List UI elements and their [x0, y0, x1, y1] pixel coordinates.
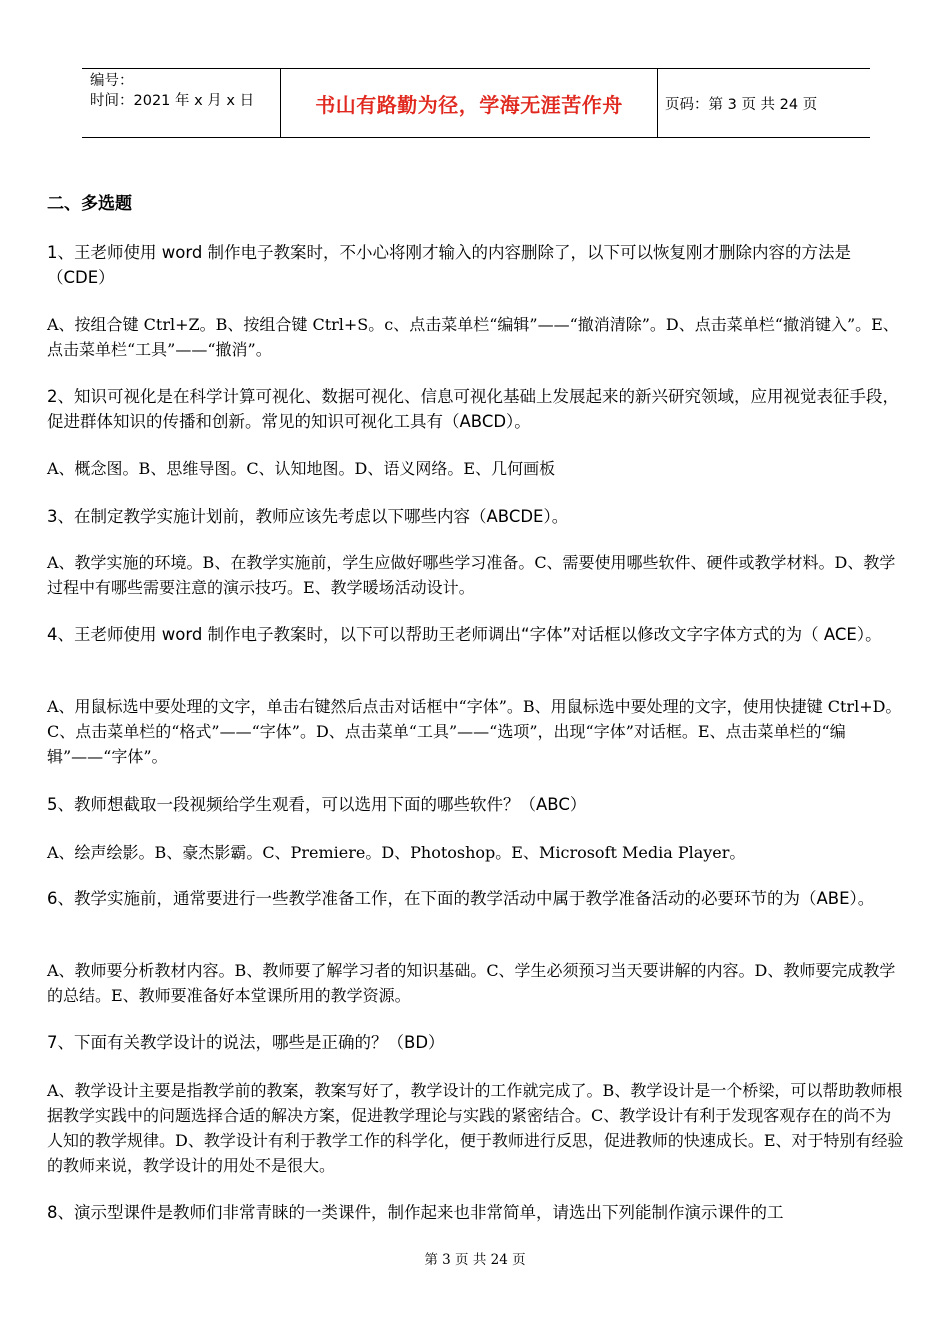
question-5: 5、教师想截取一段视频给学生观看，可以选用下面的哪些软件？（ABC） — [47, 795, 587, 814]
question-8: 8、演示型课件是教师们非常青睐的一类课件，制作起来也非常简单，请选出下列能制作演示课件的工 — [47, 1203, 784, 1222]
motto: 书山有路勤为径，学海无涯苦作舟 — [315, 92, 623, 117]
header-page-cell — [657, 69, 870, 137]
options-5: A、绘声绘影。B、豪杰影霸。C、Premiere。D、Photoshop。E、Microsoft Media Player。 — [47, 843, 746, 862]
question-1: 1、王老师使用 word 制作电子教案时，不小心将刚才输入的内容删除了，以下可以恢复刚才删除内容的方法是（CDE） — [47, 243, 852, 287]
question-7: 7、下面有关教学设计的说法，哪些是正确的？（BD） — [47, 1033, 445, 1052]
question-4: 4、王老师使用 word 制作电子教案时，以下可以帮助王老师调出“字体”对话框以修改文字字体方式的为（ ACE）。 — [47, 625, 882, 644]
question-3: 3、在制定教学实施计划前，教师应该先考虑以下哪些内容（ABCDE）。 — [47, 507, 569, 526]
number-label: 编号： — [90, 73, 134, 89]
options-1: A、按组合键 Ctrl+Z。B、按组合键 Ctrl+S。c、点击菜单栏“编辑”——“撤消清除”。D、点击菜单栏“撤消键入”。E、点击菜单栏“工具”——“撤消”。 — [47, 315, 899, 359]
options-2: A、概念图。B、思维导图。C、认知地图。D、语义网络。E、几何画板 — [47, 459, 556, 478]
options-4: A、用鼠标选中要处理的文字，单击右键然后点击对话框中“字体”。B、用鼠标选中要处理的文字，使用快捷键 Ctrl+D。C、点击菜单栏的“格式”——“字体”。D、点击菜单“工具”——“选项”，出现“字体”对话框。E、点击菜单栏的“编辑”——“字体”。 — [47, 697, 902, 766]
question-6: 6、教学实施前，通常要进行一些教学准备工作，在下面的教学活动中属于教学准备活动的必要环节的为（ABE）。 — [47, 889, 875, 908]
question-2: 2、知识可视化是在科学计算可视化、数据可视化、信息可视化基础上发展起来的新兴研究领域，应用视觉表征手段，促进群体知识的传播和创新。常见的知识可视化工具有（ABCD）。 — [47, 387, 899, 431]
options-7: A、教学设计主要是指教学前的教案，教案写好了，教学设计的工作就完成了。B、教学设计是一个桥梁，可以帮助教师根据教学实践中的问题选择合适的解决方案，促进教学理论与实践的紧密结合。C、教学设计有利于发现客观存在的尚不为人知的教学规律。D、教学设计有利于教学工作的科学化，便于教师进行反思，促进教师的快速成长。E、对于特别有经验的教师来说，教学设计的用处不是很大。 — [47, 1081, 904, 1175]
page-footer: 第 3 页 共 24 页 — [424, 1252, 526, 1268]
header-meta — [82, 69, 280, 137]
date-label: 时间：2021 年 x 月 x 日 — [90, 93, 255, 109]
section-title: 二、多选题 — [47, 194, 132, 214]
page-label: 页码：第 3 页 共 24 页 — [665, 96, 818, 113]
options-3: A、教学实施的环境。B、在教学实施前，学生应做好哪些学习准备。C、需要使用哪些软件、硬件或教学材料。D、教学过程中有哪些需要注意的演示技巧。E、教学暖场活动设计。 — [47, 553, 896, 597]
options-6: A、教师要分析教材内容。B、教师要了解学习者的知识基础。C、学生必须预习当天要讲解的内容。D、教师要完成教学的总结。E、教师要准备好本堂课所用的教学资源。 — [47, 961, 896, 1005]
page-header — [82, 68, 870, 138]
header-motto-cell — [280, 69, 658, 137]
